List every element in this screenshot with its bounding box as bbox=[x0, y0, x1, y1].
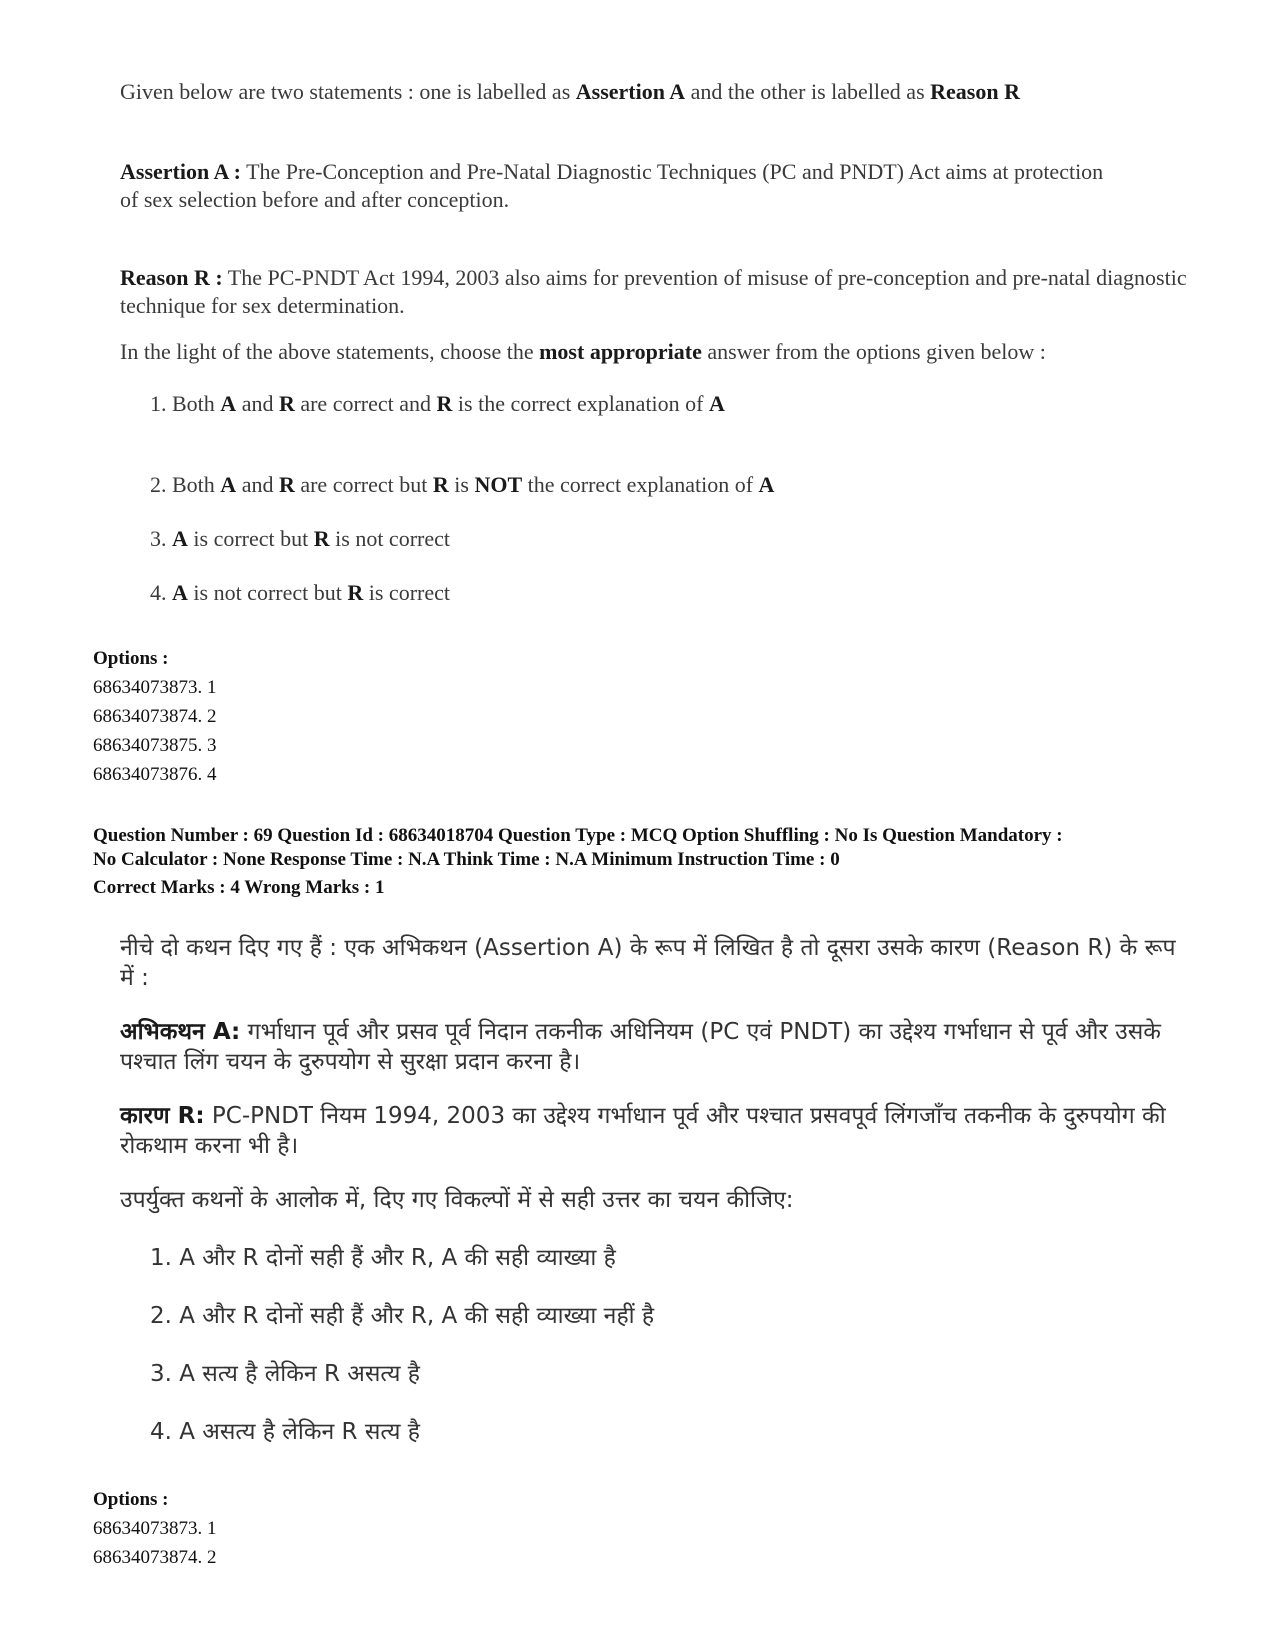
marks-line: Correct Marks : 4 Wrong Marks : 1 bbox=[93, 877, 385, 898]
reason-statement bbox=[120, 264, 1200, 320]
hindi-option-1: 1. A और R दोनों सही हैं और R, A की सही व्याख्या है bbox=[150, 1245, 616, 1271]
assertion-statement bbox=[120, 158, 1120, 214]
option-id-item: 68634073876. 4 bbox=[93, 764, 217, 785]
opt-text: is the correct explanation of bbox=[452, 391, 709, 416]
opt-bold: R bbox=[432, 472, 449, 497]
hindi-assertion bbox=[120, 1017, 1180, 1077]
reason-text: The PC-PNDT Act 1994, 2003 also aims for prevention of misuse of pre-conception and pre-natal diagnostic technique for sex determination. bbox=[120, 265, 1187, 318]
opt-text: 3. bbox=[150, 526, 172, 551]
opt-bold: A bbox=[172, 526, 188, 551]
opt-text: is not correct bbox=[329, 526, 450, 551]
opt-bold: A bbox=[758, 472, 775, 497]
opt-text: is correct bbox=[363, 580, 450, 605]
hindi-instruction: उपर्युक्त कथनों के आलोक में, दिए गए विकल्पों में से सही उत्तर का चयन कीजिए: bbox=[120, 1187, 794, 1213]
options-list-2 bbox=[93, 1485, 217, 1572]
option-id-item: 68634073874. 2 bbox=[93, 706, 217, 727]
assertion-label-inline: Assertion A bbox=[575, 79, 686, 104]
opt-bold: R bbox=[278, 391, 295, 416]
opt-bold: A bbox=[220, 391, 237, 416]
instruction-pre: In the light of the above statements, choose the bbox=[120, 339, 540, 364]
hindi-reason-label: कारण R: bbox=[120, 1103, 205, 1129]
instruction-text bbox=[120, 338, 1200, 366]
opt-text: 2. Both bbox=[150, 472, 221, 497]
opt-bold: A bbox=[220, 472, 237, 497]
assertion-label: Assertion A : bbox=[120, 159, 241, 184]
opt-text: 4. bbox=[150, 580, 172, 605]
opt-bold: A bbox=[709, 391, 725, 416]
question-intro bbox=[120, 78, 1200, 106]
reason-label-inline: Reason R bbox=[930, 79, 1020, 104]
answer-option-4 bbox=[150, 579, 1190, 607]
options-header: Options : bbox=[93, 648, 169, 669]
opt-text: is not correct but bbox=[187, 580, 348, 605]
assertion-text: The Pre-Conception and Pre-Natal Diagnostic Techniques (PC and PNDT) Act aims at protection of sex selection before and after conception. bbox=[120, 159, 1104, 212]
hindi-option-4: 4. A असत्य है लेकिन R सत्य है bbox=[150, 1419, 420, 1445]
opt-bold: R bbox=[347, 580, 364, 605]
hindi-assertion-label: अभिकथन A: bbox=[120, 1019, 241, 1045]
opt-text: is bbox=[448, 472, 475, 497]
hindi-reason-text: PC-PNDT नियम 1994, 2003 का उद्देश्य गर्भाधान पूर्व और पश्चात प्रसवपूर्व लिंगजाँच तकनीक के दुरुपयोग की रोकथाम करना भी है। bbox=[120, 1103, 1166, 1159]
opt-bold: R bbox=[436, 391, 453, 416]
meta-line-1: Question Number : 69 Question Id : 68634018704 Question Type : MCQ Option Shuffling : No Is Question Mandatory : bbox=[93, 825, 1063, 846]
options-list-1 bbox=[93, 644, 217, 789]
opt-text: 1. Both bbox=[150, 391, 221, 416]
hindi-option-3: 3. A सत्य है लेकिन R असत्य है bbox=[150, 1361, 420, 1387]
options-header: Options : bbox=[93, 1489, 169, 1510]
answer-option-3 bbox=[150, 525, 1190, 553]
opt-bold: R bbox=[278, 472, 295, 497]
opt-text: is correct but bbox=[187, 526, 314, 551]
answer-option-1 bbox=[150, 390, 1190, 418]
option-id-item: 68634073875. 3 bbox=[93, 735, 217, 756]
intro-text: Given below are two statements : one is labelled as bbox=[120, 79, 576, 104]
reason-label: Reason R : bbox=[120, 265, 223, 290]
option-id-item: 68634073873. 1 bbox=[93, 1518, 217, 1539]
hindi-option-2: 2. A और R दोनों सही हैं और R, A की सही व्याख्या नहीं है bbox=[150, 1303, 655, 1329]
option-id-item: 68634073873. 1 bbox=[93, 677, 217, 698]
instruction-post: answer from the options given below : bbox=[701, 339, 1046, 364]
opt-text: the correct explanation of bbox=[522, 472, 759, 497]
opt-bold: NOT bbox=[474, 472, 523, 497]
hindi-intro: नीचे दो कथन दिए गए हैं : एक अभिकथन (Assertion A) के रूप में लिखित है तो दूसरा उसके कारण (Reason R) के रूप में : bbox=[120, 935, 1176, 991]
hindi-reason bbox=[120, 1101, 1180, 1161]
opt-text: and bbox=[236, 472, 279, 497]
meta-line-2: No Calculator : None Response Time : N.A Think Time : N.A Minimum Instruction Time : 0 bbox=[93, 849, 840, 870]
option-id-item: 68634073874. 2 bbox=[93, 1547, 217, 1568]
instruction-bold: most appropriate bbox=[539, 339, 702, 364]
opt-bold: A bbox=[172, 580, 188, 605]
opt-bold: R bbox=[313, 526, 330, 551]
answer-option-2 bbox=[150, 471, 1190, 499]
opt-text: are correct but bbox=[294, 472, 433, 497]
question-meta bbox=[93, 824, 1193, 900]
hindi-assertion-text: गर्भाधान पूर्व और प्रसव पूर्व निदान तकनीक अधिनियम (PC एवं PNDT) का उद्देश्य गर्भाधान से पूर्व और उसके पश्चात लिंग चयन के दुरुपयोग से सुरक्षा प्रदान करना है। bbox=[120, 1019, 1161, 1075]
opt-text: are correct and bbox=[294, 391, 437, 416]
opt-text: and bbox=[236, 391, 279, 416]
intro-text-mid: and the other is labelled as bbox=[685, 79, 931, 104]
